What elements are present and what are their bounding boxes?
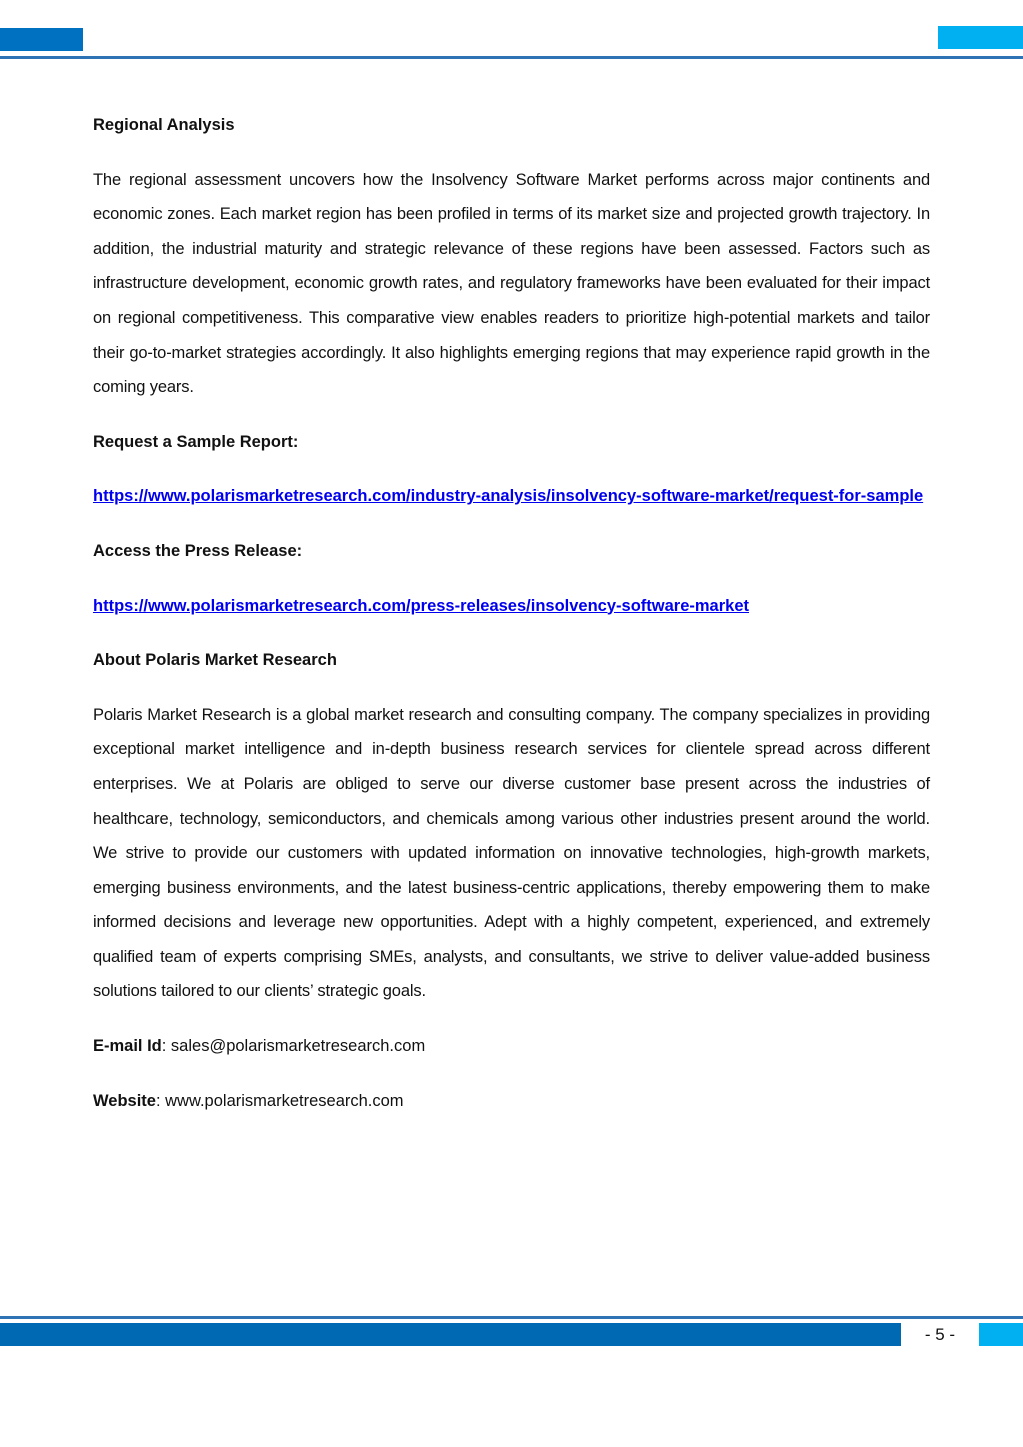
header-left-accent bbox=[0, 28, 83, 51]
header-rule bbox=[0, 56, 1023, 59]
email-value: : sales@polarismarketresearch.com bbox=[161, 1037, 426, 1056]
header-right-accent bbox=[938, 26, 1023, 49]
about-paragraph: Polaris Market Research is a global market research and consulting company. The company specializes in providing exceptional market intelligence and in-depth business research services for clientele spread across different enterprises. We at Polaris are obliged to serve our diverse customer base present across the industries of healthcare, technology, semiconductors, and chemicals among various other industries present around the world. We strive to provide our customers with updated information on innovative technologies, high-growth markets, emerging business environments, and the latest business-centric applications, thereby empowering them to make informed decisions and leverage new opportunities. Adept with a highly competent, experienced, and extremely qualified team of experts comprising SMEs, analysts, and consultants, we strive to deliver value-added business solutions tailored to our clients’ strategic goals. bbox=[93, 705, 930, 1001]
sample-report-link[interactable]: https://www.polarismarketresearch.com/industry-analysis/insolvency-software-market/request-for-sample bbox=[93, 487, 924, 506]
page-content bbox=[93, 108, 930, 1138]
press-release-link[interactable]: https://www.polarismarketresearch.com/press-releases/insolvency-software-market bbox=[93, 596, 749, 615]
website-label: Website bbox=[93, 1091, 156, 1110]
footer-bar bbox=[0, 1323, 901, 1346]
email-line bbox=[93, 1029, 930, 1064]
regional-analysis-paragraph: The regional assessment uncovers how the Insolvency Software Market performs across major continents and economic zones. Each market region has been profiled in terms of its market size and projected growth trajectory. In addition, the industrial maturity and strategic relevance of these regions have been assessed. Factors such as infrastructure development, economic growth rates, and regulatory frameworks have been evaluated for their impact on regional competitiveness. This comparative view enables readers to prioritize high-potential markets and tailor their go-to-market strategies accordingly. It also highlights emerging regions that may experience rapid growth in the coming years. bbox=[93, 170, 930, 397]
footer-right-accent bbox=[979, 1323, 1023, 1346]
page-number: - 5 - bbox=[924, 1325, 956, 1344]
footer-rule bbox=[0, 1316, 1023, 1319]
email-label: E-mail Id bbox=[93, 1037, 162, 1056]
about-heading: About Polaris Market Research bbox=[93, 651, 337, 670]
website-line bbox=[93, 1084, 930, 1119]
website-value: : www.polarismarketresearch.com bbox=[155, 1091, 404, 1110]
press-release-heading: Access the Press Release: bbox=[93, 541, 303, 560]
sample-report-heading: Request a Sample Report: bbox=[93, 432, 299, 451]
regional-analysis-heading: Regional Analysis bbox=[93, 116, 235, 134]
